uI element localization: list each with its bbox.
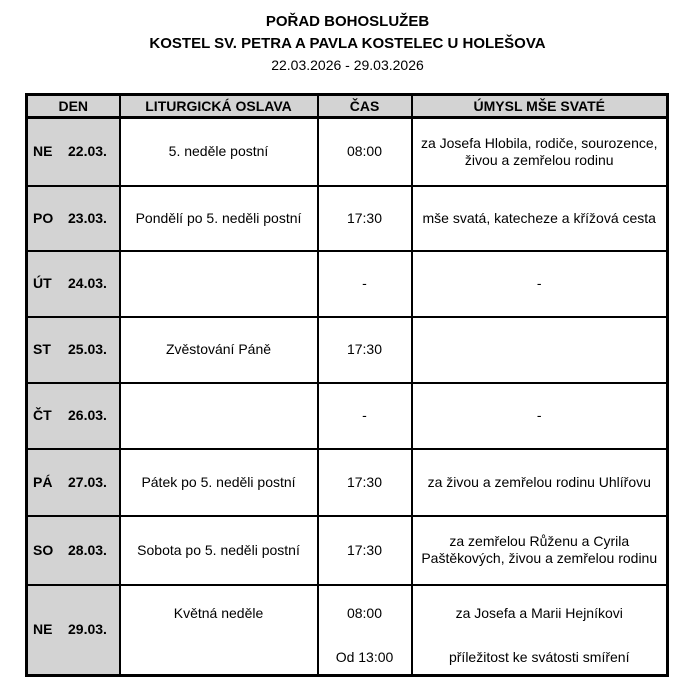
time-line-2: Od 13:00	[335, 648, 394, 665]
celebration-cell	[120, 585, 318, 676]
table-row-po-2303	[27, 186, 668, 251]
day-wrap	[28, 341, 119, 358]
day-wrap	[28, 407, 119, 424]
time-cell: 08:00	[318, 118, 412, 186]
day-wrap	[28, 542, 119, 559]
page-subtitle: KOSTEL SV. PETRA A PAVLA KOSTELEC U HOLEŠOVA	[149, 35, 546, 52]
day-abbrev: PÁ	[33, 473, 53, 490]
day-cell	[27, 383, 120, 449]
day-wrap	[28, 143, 119, 160]
day-abbrev: ČT	[33, 407, 52, 423]
table-row-st-2503	[27, 317, 668, 383]
celebration-cell: 5. neděle postní	[120, 118, 318, 186]
celebration-cell: Pondělí po 5. neděli postní	[120, 186, 318, 251]
celebration-split	[121, 586, 317, 673]
table-row-ut-2403	[27, 251, 668, 317]
column-header-umysl: ÚMYSL MŠE SVATÉ	[412, 95, 668, 118]
celebration-line-1: Květná neděle	[173, 605, 264, 622]
day-date: 27.03.	[68, 473, 107, 490]
time-cell: 17:30	[318, 449, 412, 516]
day-cell	[27, 449, 120, 516]
intention-cell: za Josefa Hlobila, rodiče, sourozence, živou a zemřelou rodinu	[412, 118, 668, 186]
day-date: 25.03.	[68, 341, 107, 357]
celebration-line-2	[121, 641, 317, 673]
day-wrap	[28, 275, 119, 292]
intention-cell: mše svatá, katecheze a křížová cesta	[412, 186, 668, 251]
day-cell	[27, 585, 120, 676]
day-cell	[27, 186, 120, 251]
table-row-ct-2603	[27, 383, 668, 449]
day-cell	[27, 118, 120, 186]
intention-line-2: příležitost ke svátosti smíření	[448, 648, 630, 665]
day-date: 28.03.	[68, 541, 107, 558]
day-abbrev: PO	[33, 209, 54, 226]
column-header-den: DEN	[27, 95, 120, 118]
intention-split	[413, 586, 667, 673]
day-wrap	[28, 474, 119, 491]
time-cell: 17:30	[318, 186, 412, 251]
time-cell: 17:30	[318, 317, 412, 383]
celebration-cell: Zvěstování Páně	[120, 317, 318, 383]
day-abbrev: SO	[33, 541, 54, 558]
table-row-ne-2203	[27, 118, 668, 186]
column-header-cas: ČAS	[318, 95, 412, 118]
time-cell	[318, 585, 412, 676]
title-block	[0, 11, 695, 76]
day-date: 22.03.	[68, 143, 107, 160]
intention-cell: za živou a zemřelou rodinu Uhlířovu	[412, 449, 668, 516]
intention-cell: za zemřelou Růženu a Cyrila Paštěkových, živou a zemřelou rodinu	[412, 516, 668, 585]
day-cell	[27, 251, 120, 317]
intention-line-1: za Josefa a Marii Hejníkovi	[455, 605, 623, 622]
intention-cell: -	[412, 383, 668, 449]
time-cell: -	[318, 251, 412, 317]
day-abbrev: ST	[33, 341, 51, 357]
day-cell	[27, 317, 120, 383]
celebration-cell	[120, 383, 318, 449]
day-abbrev: NE	[33, 621, 53, 638]
day-cell	[27, 516, 120, 585]
day-date: 29.03.	[68, 621, 107, 638]
intention-cell	[412, 585, 668, 676]
day-wrap	[28, 210, 119, 227]
time-cell: -	[318, 383, 412, 449]
table-row-ne-2903	[27, 585, 668, 676]
celebration-cell	[120, 251, 318, 317]
date-range: 22.03.2026 - 29.03.2026	[271, 57, 424, 73]
day-abbrev: NE	[33, 143, 53, 160]
column-header-liturgicka-oslava: LITURGICKÁ OSLAVA	[120, 95, 318, 118]
celebration-cell: Pátek po 5. neděli postní	[120, 449, 318, 516]
table-row-pa-2703	[27, 449, 668, 516]
time-line-1: 08:00	[346, 605, 383, 622]
table-row-so-2803	[27, 516, 668, 585]
day-date: 24.03.	[68, 275, 107, 291]
intention-cell	[412, 317, 668, 383]
time-cell: 17:30	[318, 516, 412, 585]
time-split	[319, 586, 411, 673]
day-abbrev: ÚT	[33, 275, 52, 291]
table-header-row	[27, 95, 668, 118]
day-date: 23.03.	[68, 209, 107, 226]
schedule-table	[25, 93, 669, 677]
page-title: POŘAD BOHOSLUŽEB	[265, 13, 430, 30]
day-wrap	[28, 621, 119, 638]
day-date: 26.03.	[68, 407, 107, 423]
celebration-cell: Sobota po 5. neděli postní	[120, 516, 318, 585]
intention-cell: -	[412, 251, 668, 317]
